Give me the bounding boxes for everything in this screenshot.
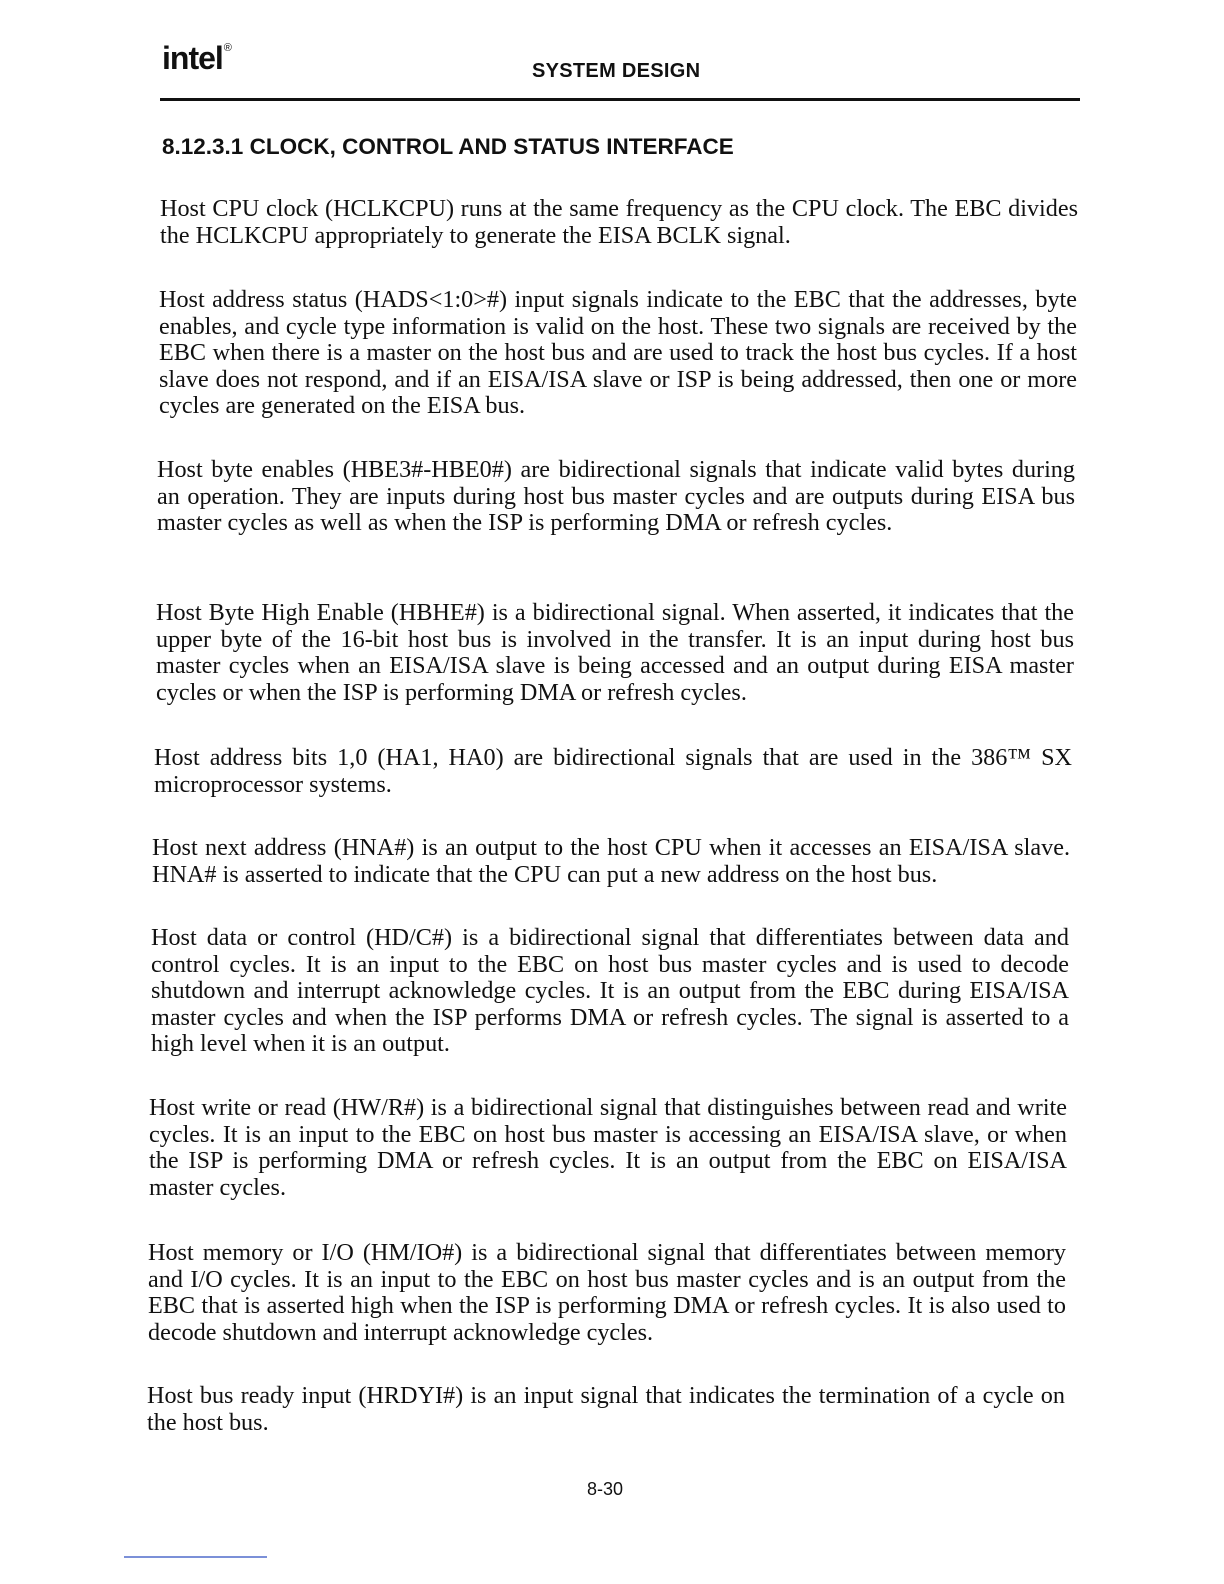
- paragraph-hclkcpu: Host CPU clock (HCLKCPU) runs at the same frequency as the CPU clock. The EBC divides the HCLKCPU appropriately to generate the EISA BCLK signal.: [160, 195, 1078, 249]
- logo-text: intel: [162, 40, 223, 76]
- page-number: 8-30: [586, 1479, 624, 1499]
- section-title: 8.12.3.1 CLOCK, CONTROL AND STATUS INTERFACE: [162, 134, 734, 159]
- paragraph-hmio: Host memory or I/O (HM/IO#) is a bidirectional signal that differentiates between memory and I/O cycles. It is an input to the EBC on host bus master cycles and is an output from the EBC that is asserted high when the ISP is performing DMA or refresh cycles. It is also used to decode shutdown and interrupt acknowledge cycles.: [148, 1239, 1066, 1346]
- header-title: SYSTEM DESIGN: [532, 60, 701, 82]
- paragraph-hwr: Host write or read (HW/R#) is a bidirectional signal that distinguishes between read and write cycles. It is an input to the EBC on host bus master is accessing an EISA/ISA slave, or when the ISP is performing DMA or refresh cycles. It is an output from the EBC on EISA/ISA master cycles.: [149, 1094, 1067, 1201]
- scan-edge-mark: [124, 1556, 267, 1558]
- page-header: [160, 40, 1080, 102]
- paragraph-hbhe: Host Byte High Enable (HBHE#) is a bidirectional signal. When asserted, it indicates that the upper byte of the 16-bit host bus is involved in the transfer. It is an input during host bus master cycles when an EISA/ISA slave is being accessed and an output during EISA master cycles or when the ISP is performing DMA or refresh cycles.: [156, 599, 1074, 706]
- registered-mark: ®: [223, 42, 231, 54]
- paragraph-hdc: Host data or control (HD/C#) is a bidirectional signal that differentiates between data and control cycles. It is an input to the EBC on host bus master cycles and is used to decode shutdown and interrupt acknowledge cycles. It is an output from the EBC during EISA/ISA master cycles and when the ISP performs DMA or refresh cycles. The signal is asserted to a high level when it is an output.: [151, 924, 1069, 1057]
- paragraph-ha1-ha0: Host address bits 1,0 (HA1, HA0) are bidirectional signals that are used in the 386™ SX microprocessor systems.: [154, 744, 1072, 798]
- paragraph-hbe: Host byte enables (HBE3#-HBE0#) are bidirectional signals that indicate valid bytes during an operation. They are inputs during host bus master cycles and are outputs during EISA bus master cycles as well as when the ISP is performing DMA or refresh cycles.: [157, 456, 1075, 536]
- paragraph-hads: Host address status (HADS<1:0>#) input signals indicate to the EBC that the addresses, byte enables, and cycle type information is valid on the host. These two signals are received by the EBC when there is a master on the host bus and are used to track the host bus cycles. If a host slave does not respond, and if an EISA/ISA slave or ISP is being addressed, then one or more cycles are generated on the EISA bus.: [159, 286, 1077, 419]
- header-rule: [160, 98, 1080, 101]
- paragraph-hrdyi: Host bus ready input (HRDYI#) is an input signal that indicates the termination of a cycle on the host bus.: [147, 1382, 1065, 1436]
- paragraph-hna: Host next address (HNA#) is an output to the host CPU when it accesses an EISA/ISA slave. HNA# is asserted to indicate that the CPU can put a new address on the host bus.: [152, 834, 1070, 888]
- intel-logo: [162, 40, 231, 77]
